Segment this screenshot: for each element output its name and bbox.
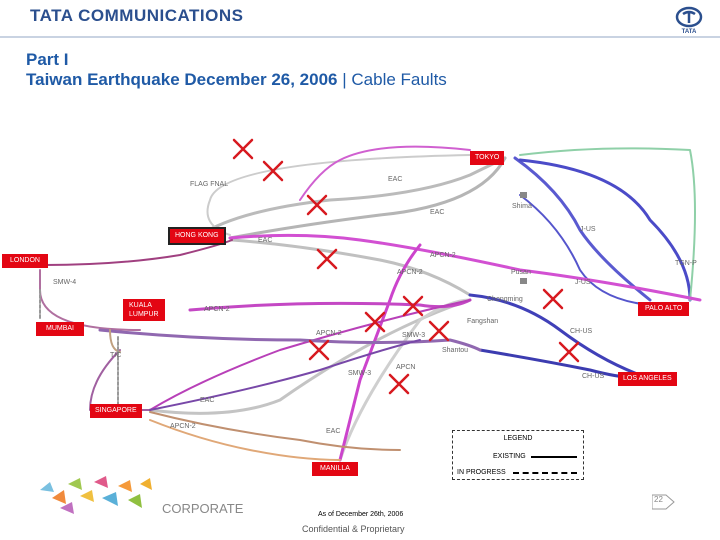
city-manilla: MANILLA	[312, 462, 358, 476]
cable-label: CH-US	[570, 328, 593, 335]
cable-smw4-line	[45, 240, 232, 265]
cable-jus-line	[520, 160, 690, 300]
legend-inprogress-line	[513, 472, 577, 474]
city-hong-kong: HONG KONG	[170, 229, 224, 243]
cable-label: Pusan	[511, 269, 531, 276]
cable-label: CH-US	[582, 373, 605, 380]
cable-label: SMW-3	[348, 370, 372, 377]
city-kuala-lumpur: KUALA LUMPUR	[123, 299, 165, 321]
footer-as-of-date: As of December 26th, 2006	[318, 511, 404, 518]
cable-label: EAC	[200, 397, 215, 404]
city-singapore: SINGAPORE	[90, 404, 142, 418]
cable-label: APCN-2	[397, 269, 423, 276]
city-palo-alto: PALO ALTO	[638, 302, 689, 316]
cable-label: TIC	[110, 352, 122, 359]
cable-label: J-US	[580, 226, 596, 233]
title-line-2: Taiwan Earthquake December 26, 2006 | Cable Faults	[26, 70, 447, 89]
cable-label: EAC	[388, 176, 403, 183]
cable-apcn-line	[190, 300, 470, 310]
cable-label: APCN-2	[430, 252, 456, 259]
fault-marker-icon	[544, 290, 562, 308]
cable-label: EAC	[430, 209, 445, 216]
city-london: LONDON	[2, 254, 48, 268]
cable-apcn2-line	[150, 412, 400, 450]
cable-label: Shima	[512, 203, 532, 210]
fault-marker-icon	[310, 341, 328, 359]
title-line-1: Part I	[26, 50, 69, 69]
legend-existing-label: EXISTING	[493, 453, 526, 460]
svg-text:TATA: TATA	[681, 29, 697, 34]
cable-label: APCN	[396, 364, 416, 371]
city-los-angeles: LOS ANGELES	[618, 372, 677, 386]
cable-apcn-line	[150, 300, 470, 410]
cable-label: Chongming	[487, 296, 523, 303]
fault-marker-icon	[560, 343, 578, 361]
cable-smw3-line	[90, 350, 150, 410]
cable-label: APCN-2	[204, 306, 230, 313]
fault-marker-icon	[430, 322, 448, 340]
legend-box	[452, 430, 584, 480]
cable-flag-line	[208, 155, 471, 235]
city-tokyo: TOKYO	[470, 151, 504, 165]
cable-label: TGN-P	[675, 260, 697, 267]
cable-label: APCN-2	[316, 330, 342, 337]
footer-confidential: Confidential & Proprietary	[302, 524, 405, 534]
cable-label: SMW-3	[402, 332, 426, 339]
cable-smw3-line	[150, 340, 420, 410]
fault-marker-icon	[390, 375, 408, 393]
cable-label: Shantou	[442, 347, 469, 354]
node-pusan	[520, 278, 527, 284]
cable-label: EAC	[258, 237, 273, 244]
page-number: 22	[652, 494, 674, 508]
cable-eac-line	[232, 240, 470, 295]
fault-marker-icon	[318, 250, 336, 268]
city-mumbai: MUMBAI	[36, 322, 84, 336]
cable-label: FLAG FNAL	[190, 181, 229, 188]
fault-marker-icon	[308, 196, 326, 214]
legend-inprogress-label: IN PROGRESS	[457, 469, 506, 476]
legend-title: LEGEND	[503, 435, 533, 442]
cable-tgnp-line	[520, 148, 695, 300]
company-logo: TATA COMMUNICATIONS	[30, 6, 244, 25]
decorative-birds-graphic	[30, 470, 160, 520]
fault-marker-icon	[234, 140, 252, 158]
cable-label: APCN-2	[170, 423, 196, 430]
footer-corporate: CORPORATE	[162, 501, 244, 516]
node-shima	[520, 192, 527, 198]
cable-label: EAC	[326, 428, 341, 435]
cable-label: J-US	[575, 279, 591, 286]
cable-label: SMW-4	[53, 279, 77, 286]
cable-label: Fangshan	[467, 318, 499, 325]
legend-existing-line	[531, 456, 577, 458]
cable-jus-line	[520, 195, 650, 305]
